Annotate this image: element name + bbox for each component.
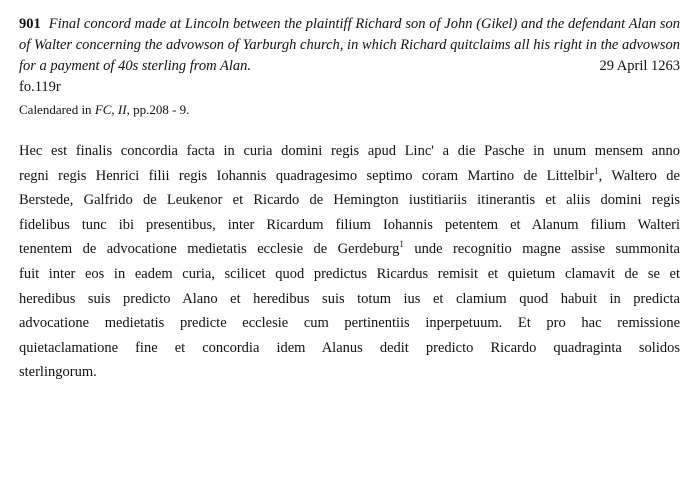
calendared-suffix: , pp.208 - 9. [126, 102, 190, 117]
footnote-marker: 1 [594, 165, 599, 176]
calendared-reference [19, 99, 680, 121]
entry-summary: Final concord made at Lincoln between the plaintiff Richard son of John (Gikel) and the defendant Alan son of Walter concerning the advowson of Yarburgh church, in which Richard quitclaims all his right in the advowson for a payment of 40s sterling from Alan. [19, 16, 680, 74]
text-line [19, 188, 680, 213]
text-line-content: fuit inter eos in eadem curia, scilicet quod predictus Ricardus remisit et quietum clamavit de se et [19, 265, 680, 282]
text-line-content: regni regis Henrici filii regis Iohannis quadragesimo septimo coram Martino de Littelbir [19, 167, 595, 184]
calendared-prefix: Calendared in [19, 102, 95, 117]
text-line [19, 213, 680, 238]
text-line-continuation: unde recognitio magne assise summonita [403, 241, 680, 258]
text-line [19, 287, 680, 312]
text-line-content: heredibus suis predicto Alano et heredibus suis totum ius et clamium quod habuit in predicta [19, 290, 680, 307]
text-line-content: fidelibus tunc ibi presentibus, inter Ricardum filium Iohannis petentem et Alanum filium Walteri [19, 216, 680, 233]
text-line [19, 311, 680, 336]
latin-charter-text [19, 139, 680, 385]
folio-reference: fo.119r [19, 79, 61, 95]
text-line-content: quietaclamatione fine et concordia idem Alanus dedit predicto Ricardo quadraginta solidos [19, 339, 680, 356]
footnote-marker: 1 [399, 239, 404, 250]
text-line [19, 237, 680, 262]
text-line-content: sterlingorum. [19, 364, 97, 381]
text-line [19, 360, 680, 385]
text-line-content: Berstede, Galfrido de Leukenor et Ricardo de Hemington iustitiariis itinerantis et aliis domini regis [19, 192, 680, 209]
text-line [19, 336, 680, 361]
text-line-continuation: , Waltero de [598, 167, 680, 184]
document-page [19, 14, 680, 385]
entry-heading [19, 14, 680, 77]
entry-number: 901 [19, 16, 41, 32]
text-line [19, 164, 680, 189]
entry-date: 29 April 1263 [599, 58, 680, 74]
text-line-content: tenentem de advocatione medietatis ecclesie de Gerdeburg [19, 241, 400, 258]
calendared-source: FC, II [94, 102, 127, 117]
text-line [19, 262, 680, 287]
text-line-content: advocatione medietatis predicte ecclesie cum pertinentiis inperpetuum. Et pro hac remissione [19, 315, 680, 332]
text-line [19, 139, 680, 164]
text-line-content: Hec est finalis concordia facta in curia domini regis apud Linc' a die Pasche in unum mensem anno [19, 143, 680, 159]
